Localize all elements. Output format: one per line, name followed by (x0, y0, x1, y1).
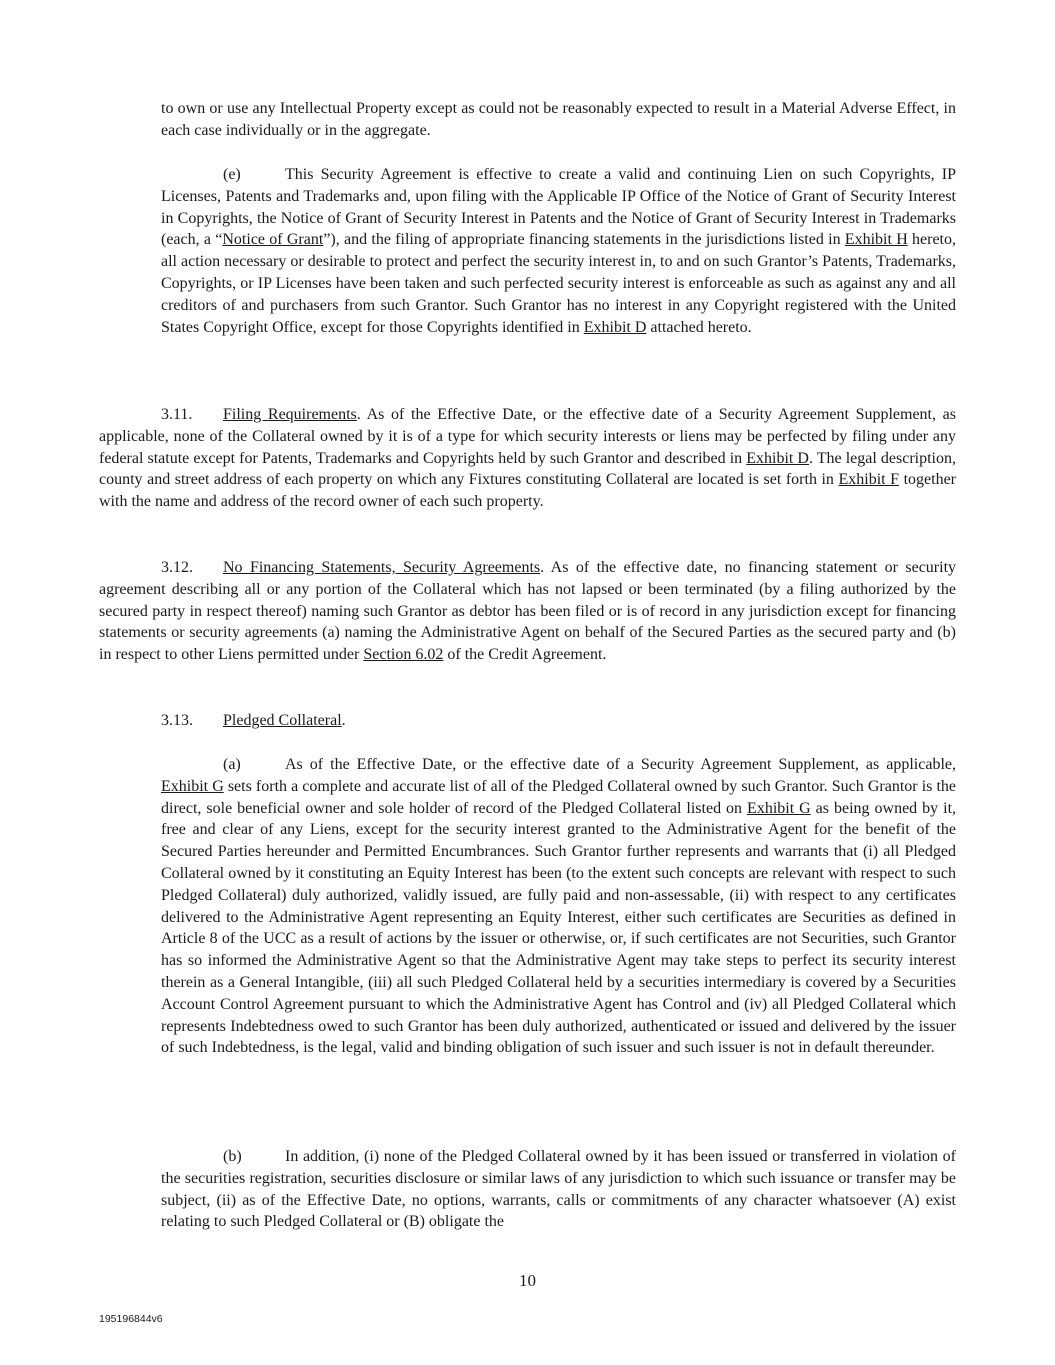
exhibit-d-link-2[interactable]: Exhibit D (746, 449, 809, 467)
section-3-11-text-3: together with the name and address of the record owner of each such property. (99, 471, 957, 511)
section-3-11-heading: Filing Requirements (223, 406, 357, 423)
paragraph-a-text-3: as being owned by it, free and clear of any Liens, except for the security interest granted to the Administrative Agent for the benefit of the Secured Parties hereunder and Permitted Encumbrances. Such Grantor further represents and warrants that (i) all Pledged Collateral owned by it constituting an Equity Interest has been (to the extent such concepts are relevant with respect to such Pledged Collateral) duly authorized, validly issued, are fully paid and non-assessable, (ii) with respect to any certificates delivered to the Administrative Agent representing an Equity Interest, either such certificates are Securities as defined in Article 8 of the UCC as a result of actions by the issuer or otherwise, or, if such certificates are not Securities, such Grantor has so informed the Administrative Agent so that the Administrative Agent may take steps to perfect its security interest therein as a General Intangible, (iii) all such Pledged Collateral held by a securities intermediary is covered by a Securities Account Control Agreement pursuant to which the Administrative Agent has Control and (iv) all Pledged Collateral which represents Indebtedness owed to such Grantor has been duly authorized, authenticated or issued and delivered by the issuer of such Indebtedness, is the legal, valid and binding obligation of such issuer and such issuer is not in default thereunder. (161, 799, 957, 1057)
paragraph-a-text-2: sets forth a complete and accurate list of all of the Pledged Collateral owned by such Grantor. Such Grantor is the direct, sole beneficial owner and sole holder of record of the Pledged Collateral listed on (161, 777, 956, 817)
section-3-12-text-1: . As of the effective date, no financing statement or security agreement describing all or any portion of the Collateral which has not lapsed or been terminated (by a filing authorized by the secured party in respect thereof) naming such Grantor as debtor has been filed or is of record in any jurisdiction except for financing statements or security agreements (a) naming the Administrative Agent on behalf of the Secured Parties as the secured party and (b) in respect to other Liens permitted under (99, 559, 957, 664)
section-3-12-number: 3.12. (161, 559, 193, 576)
paragraph-e-text-4: attached hereto. (646, 318, 752, 336)
paragraph-e-label: (e) (223, 166, 241, 183)
section-3-13 (99, 710, 956, 732)
paragraph-a-text-1: As of the Effective Date, or the effective date of a Security Agreement Supplement, as applicable, (285, 756, 956, 773)
paragraph-e-text-3: hereto, all action necessary or desirable to protect and perfect the security interest in, to and on such Grantor’s Patents, Trademarks, Copyrights, or IP Licenses have been taken and such perfected security interest is enforceable as such as against any and all creditors of and purchasers from such Grantor. Such Grantor has no interest in any Copyright registered with the United States Copyright Office, except for those Copyrights identified in (161, 231, 957, 336)
paragraph-a-label: (a) (223, 756, 241, 773)
document-id: 195196844v6 (99, 1313, 163, 1325)
paragraph-b (161, 1146, 956, 1233)
notice-of-grant-term: Notice of Grant (222, 231, 324, 249)
section-3-11 (99, 404, 956, 513)
section-3-12-heading: No Financing Statements, Security Agreements (223, 559, 541, 576)
paragraph-b-label: (b) (223, 1148, 242, 1165)
exhibit-g-link[interactable]: Exhibit G (161, 777, 224, 795)
exhibit-h-link[interactable]: Exhibit H (844, 231, 908, 249)
paragraph-e-text-1: This Security Agreement is effective to create a valid and continuing Lien on such Copyrights, IP Licenses, Patents and Trademarks and, upon filing with the Applicable IP Office of the Notice of Grant of Security Interest in Copyrights, the Notice of Grant of Security Interest in Patents and the Notice of Grant of Security Interest in Trademarks (each, a “ (161, 166, 956, 249)
continuation-paragraph (161, 98, 956, 142)
section-3-11-number: 3.11. (161, 406, 193, 423)
section-3-11-text-1: . As of the Effective Date, or the effective date of a Security Agreement Supplement, as applicable, none of the Collateral owned by it is of a type for which security interests or liens may be perfected by filing under any federal statute except for Patents, Trademarks and Copyrights held by such Grantor and described in (99, 406, 956, 467)
section-3-12-text-2: of the Credit Agreement. (443, 646, 607, 664)
section-3-11-text-2: . The legal description, county and street address of each property on which any Fixtures constituting Collateral are located is set forth in (99, 449, 956, 489)
paragraph-b-text-1: In addition, (i) none of the Pledged Collateral owned by it has been issued or transferred in violation of the securities registration, securities disclosure or similar laws of any jurisdiction to which such issuance or transfer may be subject, (ii) as of the Effective Date, no options, warrants, calls or commitments of any character whatsoever (A) exist relating to such Pledged Collateral or (B) obligate the (161, 1148, 956, 1231)
paragraph-e-text-2: ”), and the filing of appropriate financing statements in the jurisdictions listed in (323, 231, 845, 249)
exhibit-g-link-2[interactable]: Exhibit G (747, 799, 811, 817)
paragraph-a (161, 754, 956, 1059)
paragraph-e (161, 164, 956, 338)
section-6-02-link[interactable]: Section 6.02 (363, 646, 444, 664)
section-3-12 (99, 557, 956, 666)
exhibit-f-link[interactable]: Exhibit F (838, 471, 900, 489)
page-number: 10 (519, 1271, 536, 1290)
section-3-13-number: 3.13. (161, 712, 193, 729)
exhibit-d-link[interactable]: Exhibit D (583, 318, 647, 336)
section-3-13-heading: Pledged Collateral (223, 712, 342, 729)
section-3-13-text-1: . (341, 712, 346, 729)
continuation-text: to own or use any Intellectual Property except as could not be reasonably expected to result in a Material Adverse Effect, in each case individually or in the aggregate. (161, 100, 956, 139)
